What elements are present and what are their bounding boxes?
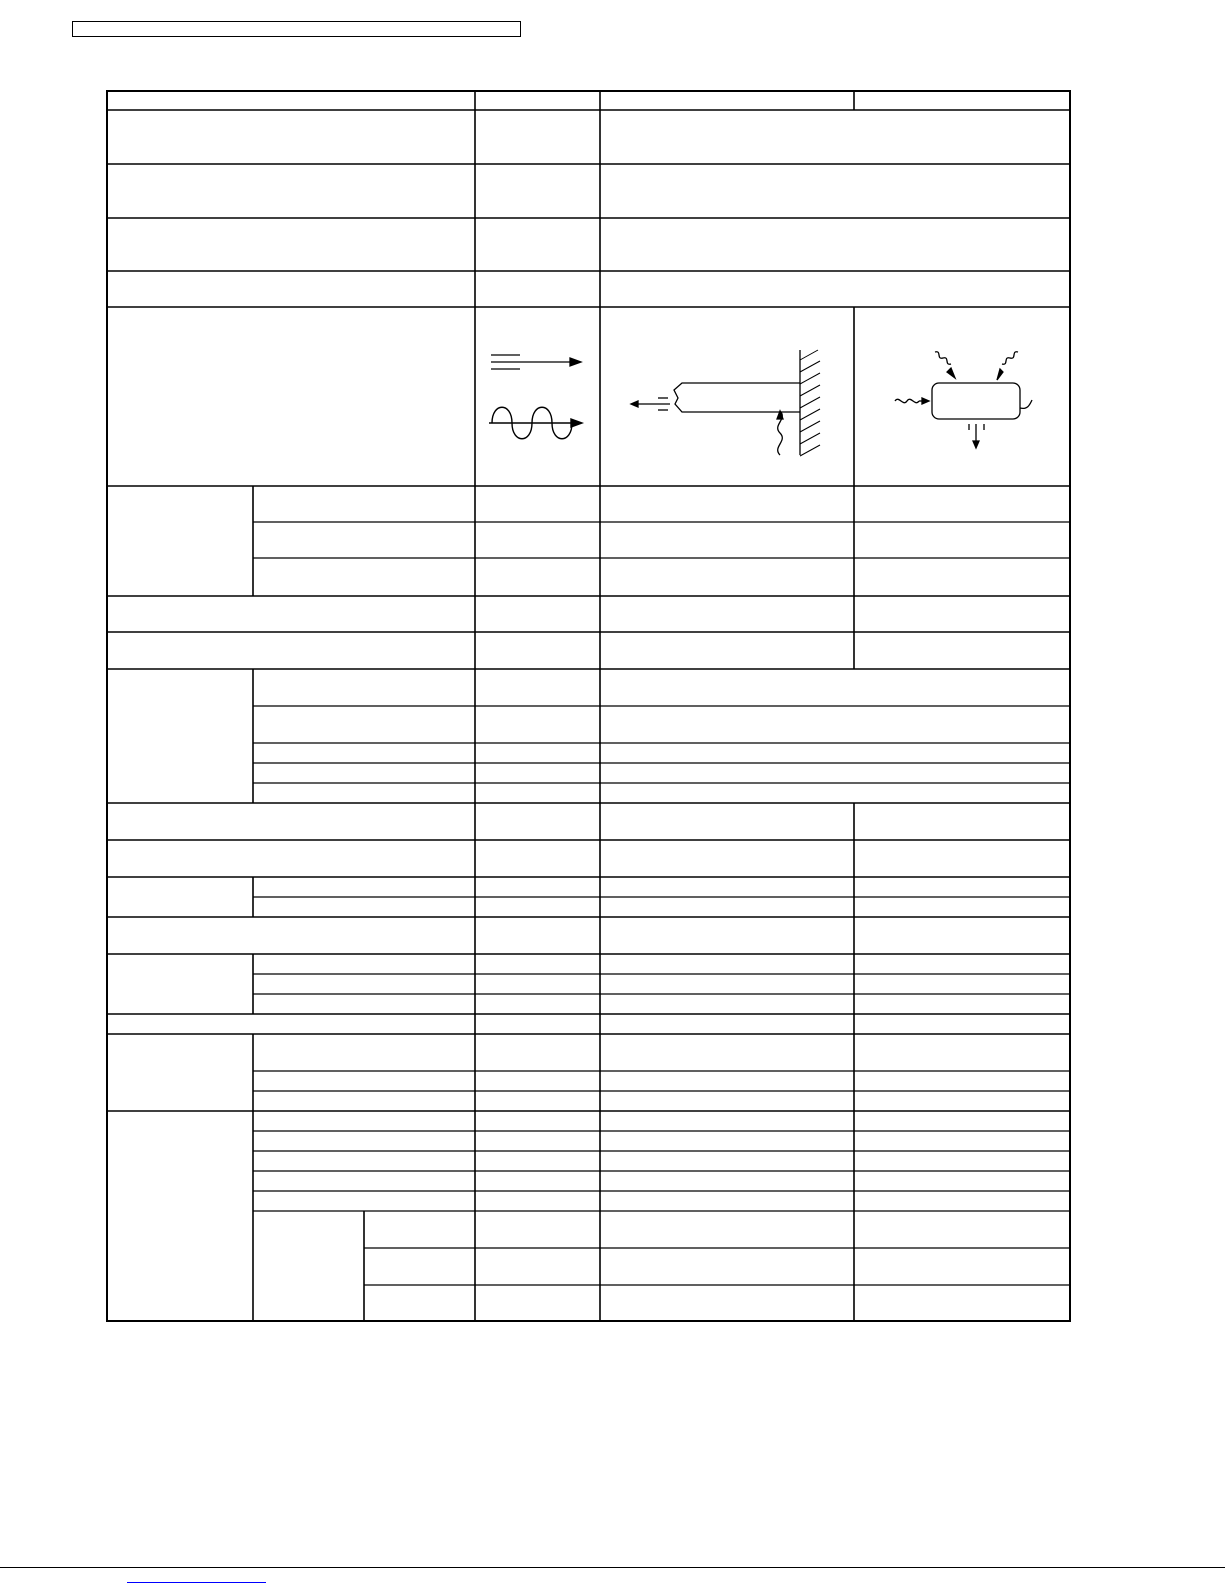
wave-arrow-icon: [489, 407, 582, 439]
airflow-arrow-icon: [491, 355, 581, 369]
outdoor-unit-heat-icon: [895, 352, 1032, 448]
table-major-rules: [107, 110, 1070, 1111]
indoor-unit-wall-icon: [631, 350, 820, 456]
footer-link[interactable]: [127, 1582, 266, 1583]
footer-rule: [0, 1567, 1225, 1568]
table-sub-rules: [253, 522, 1070, 1285]
